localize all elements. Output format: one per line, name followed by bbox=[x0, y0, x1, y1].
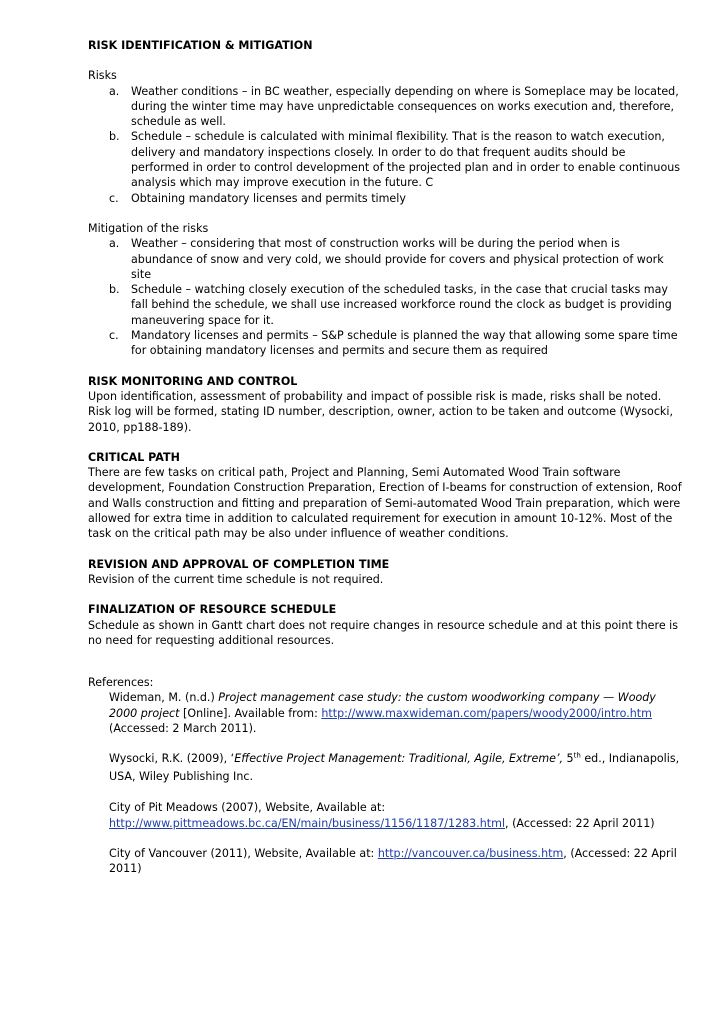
reference-item bbox=[109, 846, 684, 877]
reference-accessed: (Accessed: 2 March 2011). bbox=[109, 721, 257, 735]
reference-item bbox=[109, 750, 684, 785]
risk-monitoring-section bbox=[88, 374, 684, 435]
list-item-text: Mandatory licenses and permits – S&P schedule is planned the way that allowing some spare time for obtaining mandatory licenses and permits and secure them as required bbox=[131, 329, 678, 358]
references-section bbox=[88, 675, 684, 876]
references-list bbox=[88, 690, 684, 876]
reference-edition: 5 bbox=[563, 752, 574, 766]
list-item bbox=[88, 191, 684, 206]
reference-text: [Online]. Available from: bbox=[179, 706, 322, 720]
list-marker: a. bbox=[109, 84, 120, 98]
list-item-text: Obtaining mandatory licenses and permits timely bbox=[131, 191, 406, 205]
finalization-body: Schedule as shown in Gantt chart does not require changes in resource schedule and at this point there is no need for requesting additional resources. bbox=[88, 618, 679, 647]
risks-label: Risks bbox=[88, 69, 117, 83]
mitigation-section bbox=[88, 221, 684, 359]
list-item bbox=[88, 84, 684, 130]
risk-monitoring-body: Upon identification, assessment of probability and impact of possible risk is made, risks shall be noted. Risk log will be formed, stating ID number, description, owner, action to be taken and outcome (Wysocki, 2010, pp188-189). bbox=[88, 389, 673, 434]
reference-item bbox=[109, 800, 684, 831]
reference-item bbox=[109, 690, 684, 736]
reference-text: City of Vancouver (2011), Website, Available at: bbox=[109, 846, 378, 860]
list-marker: b. bbox=[109, 130, 120, 144]
list-item-text: Schedule – watching closely execution of the scheduled tasks, in the case that crucial tasks may fall behind the schedule, we shall use increased workforce round the clock as budget is providing maneuvering space for it. bbox=[131, 283, 672, 327]
finalization-heading: FINALIZATION OF RESOURCE SCHEDULE bbox=[88, 603, 337, 617]
mitigation-label: Mitigation of the risks bbox=[88, 221, 209, 235]
list-item-text: Schedule – schedule is calculated with minimal flexibility. That is the reason to watch execution, delivery and mandatory inspections closely. In order to do that frequent audits should be performed in order to control development of the projected plan and in order to enable continuous analysis which may improve execution in the future. C bbox=[131, 130, 681, 190]
reference-text: City of Pit Meadows (2007), Website, Available at: bbox=[109, 801, 386, 815]
reference-accessed: , (Accessed: 22 April 2011) bbox=[109, 846, 677, 876]
mitigation-list bbox=[88, 236, 684, 358]
critical-path-heading: CRITICAL PATH bbox=[88, 450, 180, 464]
reference-title: Project management case study: the custom woodworking company — Woody 2000 project bbox=[109, 691, 656, 720]
reference-author: Wysocki, R.K. (2009), ‘ bbox=[109, 752, 235, 766]
list-item-text: Weather conditions – in BC weather, especially depending on where is Someplace may be located, during the winter time may have unpredictable consequences on works execution and, therefore, schedule as well. bbox=[131, 84, 679, 129]
critical-path-section bbox=[88, 450, 684, 542]
list-item bbox=[88, 282, 684, 328]
risks-section bbox=[88, 68, 684, 206]
list-item bbox=[88, 129, 684, 190]
reference-text: ed., Indianapolis, USA, Wiley Publishing Inc. bbox=[109, 752, 680, 783]
list-marker: a. bbox=[109, 237, 120, 251]
list-marker: b. bbox=[109, 283, 120, 297]
finalization-section bbox=[88, 602, 684, 648]
revision-section bbox=[88, 557, 684, 588]
reference-author: Wideman, M. (n.d.) bbox=[109, 691, 219, 705]
list-marker: c. bbox=[109, 191, 119, 205]
revision-heading: REVISION AND APPROVAL OF COMPLETION TIME bbox=[88, 557, 390, 571]
risk-identification-heading: RISK IDENTIFICATION & MITIGATION bbox=[88, 39, 313, 52]
critical-path-body: There are few tasks on critical path, Project and Planning, Semi Automated Wood Train software development, Foundation Construction Preparation, Erection of I-beams for construction of extension, Roof and Walls construction and fitting and preparation of Semi-automated Wood Train preparation, which were allowed for extra time in addition to calculated requirement for execution in amount 10-12%. Most of the task on the critical path may be also under influence of weather conditions. bbox=[88, 466, 682, 541]
reference-link[interactable]: http://www.pittmeadows.bc.ca/EN/main/business/1156/1187/1283.html bbox=[109, 816, 506, 830]
reference-title: Effective Project Management: Traditional, Agile, Extreme’, bbox=[234, 752, 564, 766]
list-item bbox=[88, 236, 684, 282]
reference-edition-suffix: th bbox=[573, 751, 581, 760]
references-label: References: bbox=[88, 676, 154, 690]
reference-link[interactable]: http://vancouver.ca/business.htm bbox=[377, 846, 564, 860]
list-item bbox=[88, 328, 684, 359]
list-marker: c. bbox=[109, 329, 119, 343]
risk-monitoring-heading: RISK MONITORING AND CONTROL bbox=[88, 374, 298, 388]
reference-link[interactable]: http://www.maxwideman.com/papers/woody2000/intro.htm bbox=[321, 706, 652, 720]
list-item-text: Weather – considering that most of construction works will be during the period when is abundance of snow and very cold, we should provide for covers and physical protection of work site bbox=[131, 237, 664, 281]
revision-body: Revision of the current time schedule is not required. bbox=[88, 572, 384, 586]
risks-list bbox=[88, 84, 684, 206]
reference-accessed: , (Accessed: 22 April 2011) bbox=[505, 816, 655, 830]
